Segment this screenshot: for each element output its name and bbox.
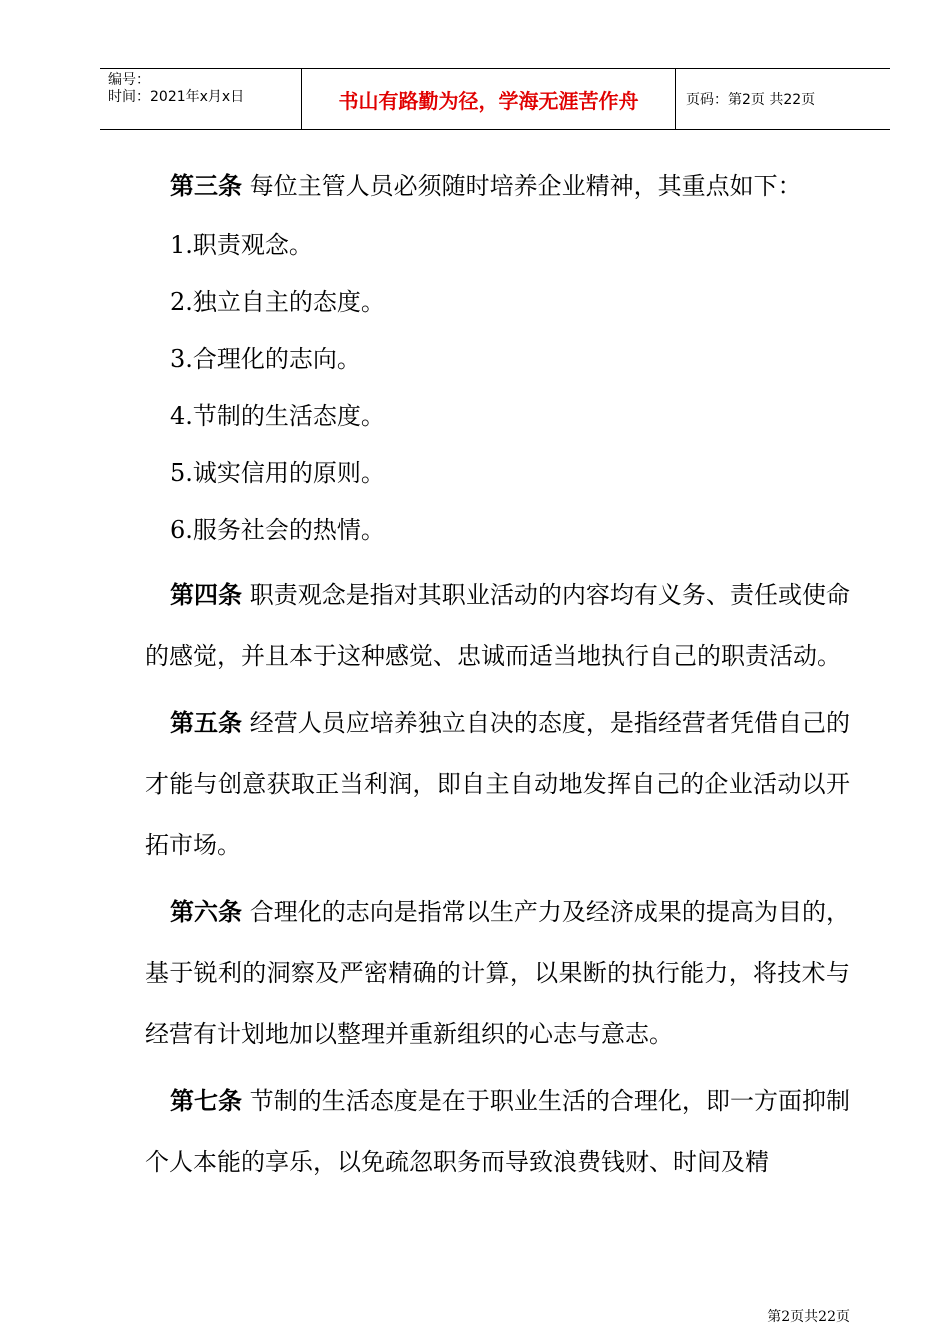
article-3-text: 每位主管人员必须随时培养企业精神，其重点如下：	[249, 172, 802, 200]
article-4	[145, 564, 850, 687]
article-3-label: 第三条	[170, 171, 242, 200]
article-3	[145, 155, 850, 217]
article-7-label: 第七条	[170, 1086, 243, 1115]
document-number-label: 编号：	[108, 72, 150, 88]
article-6-label: 第六条	[170, 897, 243, 926]
list-item-1: 1.职责观念。	[170, 231, 313, 259]
article-4-text: 职责观念是指对其职业活动的内容均有义务、责任或使命的感觉，并且本于这种感觉、忠诚而适当地执行自己的职责活动。	[145, 581, 851, 670]
header-motto: 书山有路勤为径，学海无涯苦作舟	[302, 69, 676, 129]
article-5-text: 经营人员应培养独立自决的态度，是指经营者凭借自己的才能与创意获取正当利润，即自主自动地发挥自己的企业活动以开拓市场。	[145, 709, 851, 859]
document-body	[145, 155, 850, 1193]
article-7	[145, 1070, 850, 1193]
article-6	[145, 881, 850, 1065]
article-5	[145, 692, 850, 876]
article-6-text: 合理化的志向是指常以生产力及经济成果的提高为目的，基于锐利的洞察及严密精确的计算，以果断的执行能力，将技术与经营有计划地加以整理并重新组织的心志与意志。	[145, 898, 851, 1048]
document-time-label: 时间：2021年x月x日	[108, 89, 245, 105]
page-footer: 第2页共22页	[767, 1309, 850, 1325]
header-page-info: 页码：第2页 共22页	[686, 92, 816, 108]
list-item-3: 3.合理化的志向。	[170, 345, 361, 373]
article-5-label: 第五条	[170, 708, 243, 737]
list-item-5: 5.诚实信用的原则。	[170, 459, 385, 487]
header-meta	[100, 69, 302, 129]
list-item-4: 4.节制的生活态度。	[170, 402, 385, 430]
article-4-label: 第四条	[170, 580, 243, 609]
page-header	[100, 68, 890, 130]
article-7-text: 节制的生活态度是在于职业生活的合理化，即一方面抑制个人本能的享乐，以免疏忽职务而导致浪费钱财、时间及精	[145, 1087, 851, 1176]
list-item-6: 6.服务社会的热情。	[170, 516, 385, 544]
list-item-2: 2.独立自主的态度。	[170, 288, 385, 316]
